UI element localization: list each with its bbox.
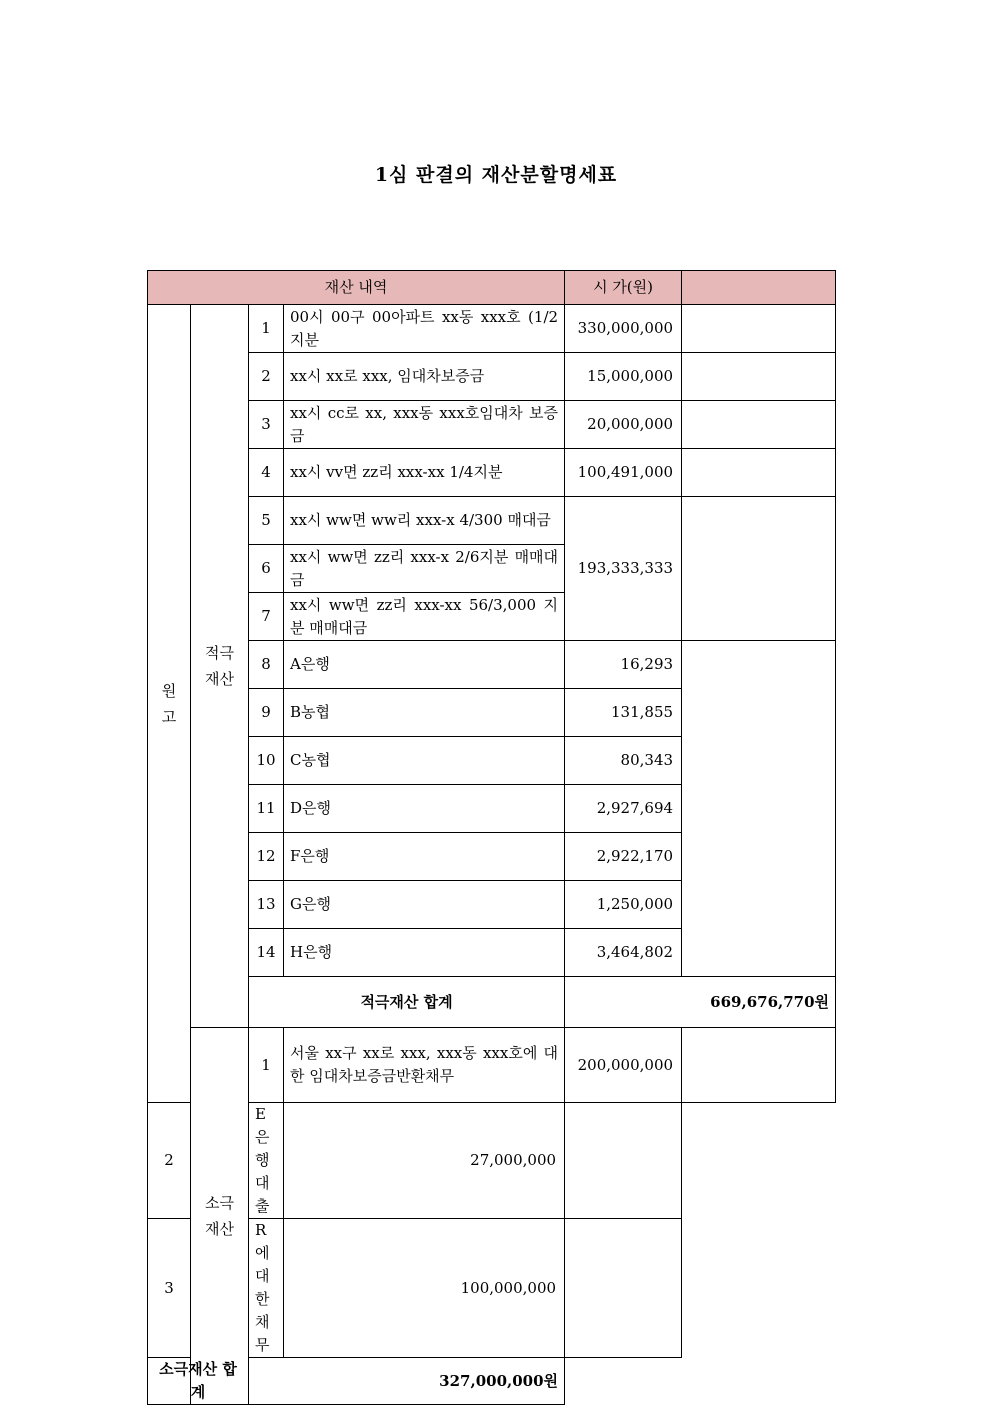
item-no: 11 xyxy=(249,785,284,833)
passive-total-value: 327,000,000원 xyxy=(284,1358,565,1405)
page-title: 1심 판결의 재산분할명세표 xyxy=(374,164,618,186)
item-note xyxy=(565,1219,682,1358)
item-note xyxy=(565,1103,682,1219)
party-label: 원 고 xyxy=(148,305,191,1103)
property-division-table xyxy=(147,270,836,1405)
item-note xyxy=(682,497,836,641)
item-no: 12 xyxy=(249,833,284,881)
item-value: 100,491,000 xyxy=(565,449,682,497)
item-note xyxy=(682,353,836,401)
header-note xyxy=(682,271,836,305)
item-value: 1,250,000 xyxy=(565,881,682,929)
item-desc: xx시 ww면 zz리 xxx-xx 56/3,000 지분 매매대금 xyxy=(284,593,565,641)
item-note xyxy=(682,305,836,353)
item-no: 4 xyxy=(249,449,284,497)
item-desc: A은행 xyxy=(284,641,565,689)
active-total-label: 적극재산 합계 xyxy=(249,977,565,1028)
item-desc: H은행 xyxy=(284,929,565,977)
item-value: 15,000,000 xyxy=(565,353,682,401)
item-value: 100,000,000 xyxy=(284,1219,565,1358)
item-desc: xx시 ww면 ww리 xxx-x 4/300 매대금 xyxy=(284,497,565,545)
active-total-value: 669,676,770원 xyxy=(682,977,836,1028)
item-no: 1 xyxy=(249,305,284,353)
table-row xyxy=(148,641,836,689)
item-value: 16,293 xyxy=(565,641,682,689)
item-desc: 00시 00구 00아파트 xx동 xxx호 (1/2지분 xyxy=(284,305,565,353)
item-note xyxy=(682,401,836,449)
header-items: 재산 내역 xyxy=(148,271,565,305)
item-desc: 서울 xx구 xx로 xxx, xxx동 xxx호에 대한 임대차보증금반환채무 xyxy=(284,1028,565,1103)
item-no: 2 xyxy=(148,1103,191,1219)
table-row xyxy=(148,1219,836,1358)
item-desc: C농협 xyxy=(284,737,565,785)
item-no: 6 xyxy=(249,545,284,593)
table-row xyxy=(148,497,836,545)
item-desc: D은행 xyxy=(284,785,565,833)
table-row xyxy=(148,1103,836,1219)
table-row xyxy=(148,305,836,353)
item-no: 7 xyxy=(249,593,284,641)
item-no: 10 xyxy=(249,737,284,785)
item-note xyxy=(682,1028,836,1103)
item-no: 5 xyxy=(249,497,284,545)
active-group-label: 적극 재산 xyxy=(191,305,249,1028)
passive-total-label: 소극재산 합계 xyxy=(148,1358,249,1405)
item-value: 20,000,000 xyxy=(565,401,682,449)
item-value: 330,000,000 xyxy=(565,305,682,353)
active-total-spacer xyxy=(565,977,682,1028)
passive-group-label: 소극 재산 xyxy=(191,1028,249,1405)
item-value: 131,855 xyxy=(565,689,682,737)
merged-value: 193,333,333 xyxy=(565,497,682,641)
item-no: 14 xyxy=(249,929,284,977)
item-desc: R에 대한 채무 xyxy=(249,1219,284,1358)
passive-total-row xyxy=(148,1358,836,1405)
table-row xyxy=(148,449,836,497)
item-no: 2 xyxy=(249,353,284,401)
item-desc: xx시 xx로 xxx, 임대차보증금 xyxy=(284,353,565,401)
item-desc: xx시 ww면 zz리 xxx-x 2/6지분 매매대금 xyxy=(284,545,565,593)
table-row xyxy=(148,401,836,449)
item-value: 2,927,694 xyxy=(565,785,682,833)
item-desc: G은행 xyxy=(284,881,565,929)
table-row xyxy=(148,353,836,401)
item-desc: F은행 xyxy=(284,833,565,881)
item-note xyxy=(682,641,836,977)
table-row xyxy=(148,1028,836,1103)
item-value: 200,000,000 xyxy=(565,1028,682,1103)
item-value: 27,000,000 xyxy=(284,1103,565,1219)
table-header-row xyxy=(148,271,836,305)
item-value: 80,343 xyxy=(565,737,682,785)
item-no: 9 xyxy=(249,689,284,737)
item-value: 2,922,170 xyxy=(565,833,682,881)
item-no: 3 xyxy=(148,1219,191,1358)
item-desc: B농협 xyxy=(284,689,565,737)
item-desc: E은행 대출 xyxy=(249,1103,284,1219)
item-value: 3,464,802 xyxy=(565,929,682,977)
item-no: 3 xyxy=(249,401,284,449)
item-desc: xx시 vv면 zz리 xxx-xx 1/4지분 xyxy=(284,449,565,497)
passive-total-spacer xyxy=(249,1358,284,1405)
item-no: 13 xyxy=(249,881,284,929)
active-total-row xyxy=(148,977,836,1028)
header-value: 시 가(원) xyxy=(565,271,682,305)
item-desc: xx시 cc로 xx, xxx동 xxx호임대차 보증금 xyxy=(284,401,565,449)
item-no: 1 xyxy=(249,1028,284,1103)
item-note xyxy=(682,449,836,497)
item-no: 8 xyxy=(249,641,284,689)
